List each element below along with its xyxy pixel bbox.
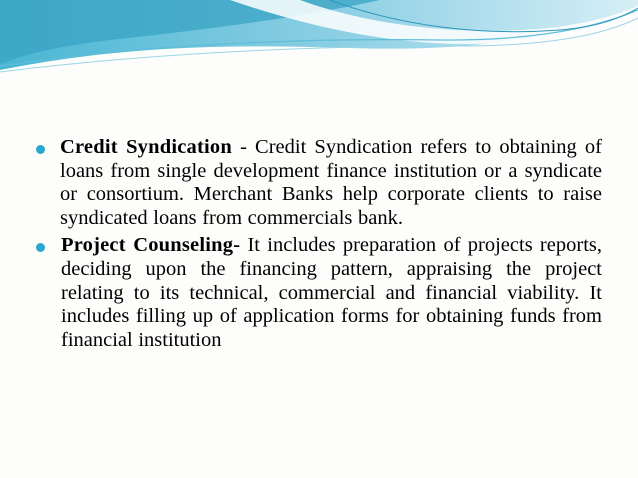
bullet-dot-icon	[36, 145, 45, 154]
bullet-dot-icon	[36, 243, 45, 252]
bullet-term: Project Counseling-	[61, 234, 241, 257]
bullet-item-project-counseling	[36, 234, 602, 352]
bullet-list	[36, 136, 602, 356]
wave-header-decoration	[0, 0, 638, 80]
bullet-item-credit-syndication	[36, 136, 602, 230]
bullet-text: It includes preparation of projects reports, deciding upon the financing pattern, appraising the project relating to its technical, commercial and financial viability. It includes filling up of application forms for obtaining funds from financial institution	[61, 234, 602, 351]
bullet-term: Credit Syndication	[60, 136, 232, 158]
bullet-text: - Credit Syndication refers to obtaining of loans from single development finance institution or a syndicate or consortium. Merchant Banks help corporate clients to raise syndicated loans from commercials bank.	[60, 136, 603, 229]
